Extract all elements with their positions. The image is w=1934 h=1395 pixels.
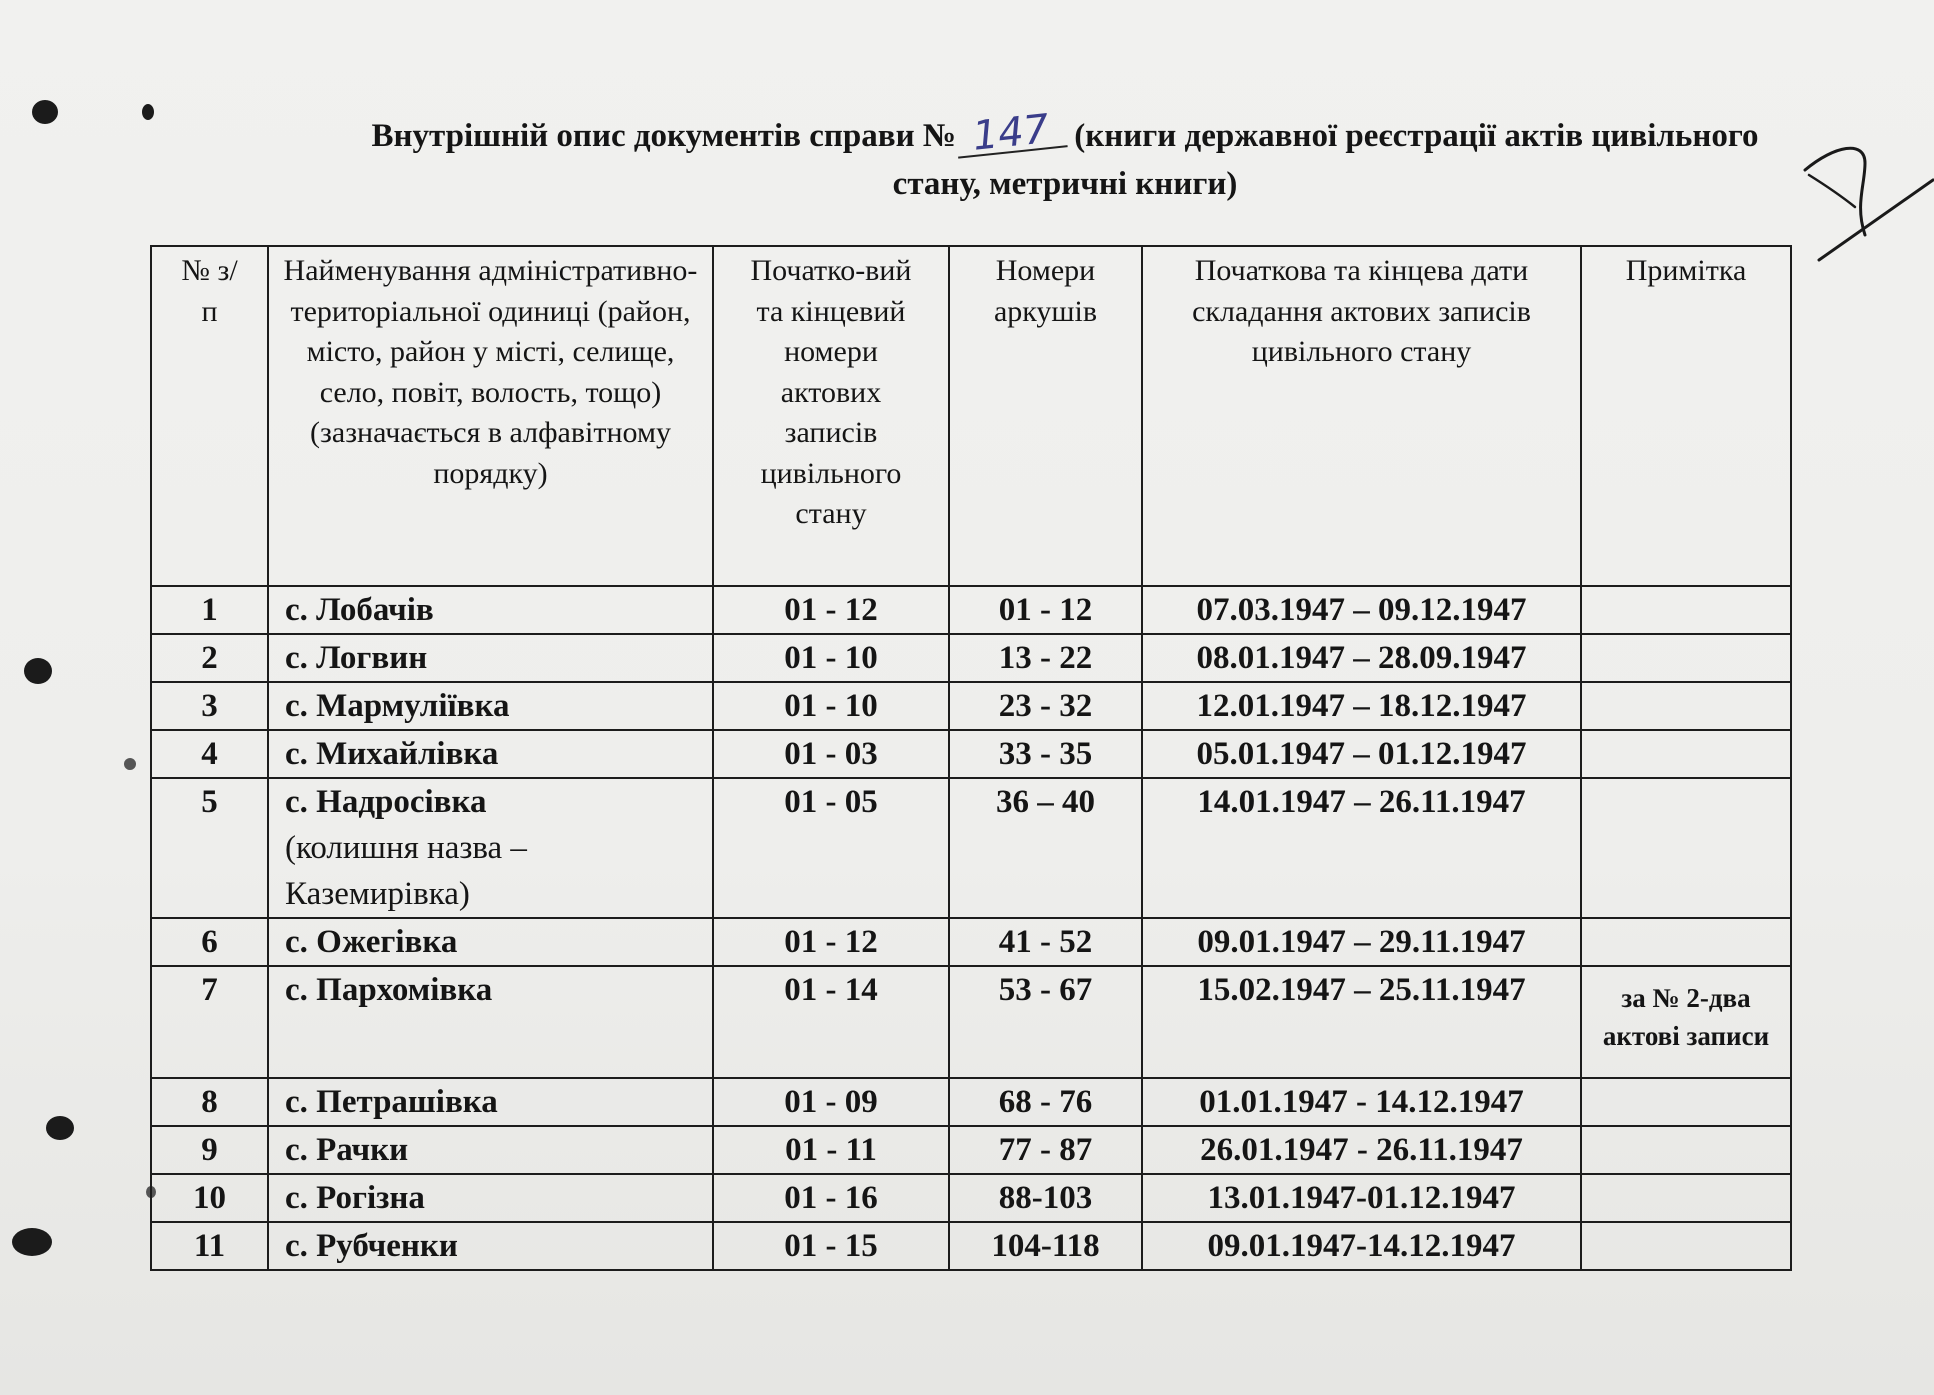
row-locality-name	[268, 1222, 713, 1270]
row-locality-name	[268, 1126, 713, 1174]
row-date-range-text: 12.01.1947 – 18.12.1947	[1196, 688, 1527, 724]
row-sheet-numbers	[949, 1174, 1142, 1222]
row-date-range	[1142, 1126, 1581, 1174]
table-header-row	[151, 246, 1791, 586]
row-act-numbers-text: 01 - 11	[785, 1132, 877, 1168]
row-number	[151, 682, 268, 730]
row-locality-name-text: с. Михайлівка	[285, 736, 499, 772]
row-act-numbers	[713, 682, 949, 730]
row-act-numbers-text: 01 - 10	[784, 640, 878, 676]
row-act-numbers	[713, 918, 949, 966]
row-date-range	[1142, 778, 1581, 918]
row-act-numbers	[713, 634, 949, 682]
row-date-range-text: 09.01.1947 – 29.11.1947	[1197, 924, 1526, 960]
table-row	[151, 730, 1791, 778]
row-locality-name	[268, 634, 713, 682]
row-locality-name	[268, 682, 713, 730]
table-row	[151, 1126, 1791, 1174]
row-act-numbers-text: 01 - 12	[784, 924, 878, 960]
row-sheet-numbers	[949, 586, 1142, 634]
row-locality-name-text: с. Рубченки	[285, 1228, 458, 1264]
row-sheet-numbers	[949, 682, 1142, 730]
row-sheet-numbers	[949, 1078, 1142, 1126]
row-date-range-text: 07.03.1947 – 09.12.1947	[1196, 592, 1527, 628]
table-row	[151, 634, 1791, 682]
row-number-text: 5	[201, 784, 218, 820]
row-number-text: 11	[193, 1228, 226, 1264]
row-act-numbers-text: 01 - 14	[784, 972, 878, 1008]
header-sheets: Номери аркушів	[949, 246, 1142, 586]
row-act-numbers	[713, 778, 949, 918]
row-date-range	[1142, 682, 1581, 730]
row-date-range	[1142, 1078, 1581, 1126]
row-number-text: 1	[201, 592, 218, 628]
row-locality-name	[268, 778, 713, 918]
row-act-numbers-text: 01 - 10	[784, 688, 878, 724]
row-locality-name-text: с. Ожегівка	[285, 924, 458, 960]
row-locality-name	[268, 966, 713, 1078]
row-locality-name	[268, 918, 713, 966]
row-sheet-numbers	[949, 966, 1142, 1078]
row-date-range-text: 26.01.1947 - 26.11.1947	[1200, 1132, 1523, 1168]
table-row	[151, 966, 1791, 1078]
row-note	[1581, 966, 1791, 1078]
handwritten-case-number: 147	[954, 109, 1067, 158]
row-sheet-numbers-text: 88-103	[998, 1180, 1093, 1216]
row-note	[1581, 1078, 1791, 1126]
punch-hole	[124, 758, 136, 770]
row-act-numbers-text: 01 - 15	[784, 1228, 878, 1264]
row-locality-name	[268, 730, 713, 778]
row-date-range	[1142, 634, 1581, 682]
row-sheet-numbers	[949, 778, 1142, 918]
row-note	[1581, 730, 1791, 778]
row-note	[1581, 1126, 1791, 1174]
row-date-range	[1142, 1174, 1581, 1222]
row-number	[151, 586, 268, 634]
row-sheet-numbers-text: 33 - 35	[998, 736, 1093, 772]
row-locality-name-text: с. Мармуліївка	[285, 688, 510, 724]
punch-hole	[12, 1228, 52, 1256]
row-date-range-text: 15.02.1947 – 25.11.1947	[1197, 972, 1526, 1008]
row-act-numbers-text: 01 - 12	[784, 592, 878, 628]
handwritten-corner-mark	[1795, 125, 1934, 275]
row-number	[151, 966, 268, 1078]
row-sheet-numbers-text: 23 - 32	[998, 688, 1093, 724]
row-sheet-numbers-text: 104-118	[991, 1228, 1100, 1264]
row-number	[151, 1222, 268, 1270]
row-act-numbers-text: 01 - 16	[784, 1180, 878, 1216]
row-note	[1581, 634, 1791, 682]
row-date-range-text: 09.01.1947-14.12.1947	[1207, 1228, 1516, 1264]
row-note	[1581, 682, 1791, 730]
row-act-numbers	[713, 1174, 949, 1222]
row-act-numbers	[713, 966, 949, 1078]
row-act-numbers-text: 01 - 09	[784, 1084, 878, 1120]
row-number-text: 3	[201, 688, 218, 724]
row-note	[1581, 1222, 1791, 1270]
header-dates: Початкова та кінцева дати складання актових записів цивільного стану	[1142, 246, 1581, 586]
row-sheet-numbers-text: 68 - 76	[998, 1084, 1093, 1120]
table-row	[151, 1078, 1791, 1126]
punch-hole	[142, 104, 154, 120]
row-number	[151, 1174, 268, 1222]
row-act-numbers	[713, 730, 949, 778]
row-locality-name-text: с. Рогізна	[285, 1180, 425, 1216]
row-number	[151, 1126, 268, 1174]
row-locality-name-text: с. Пархомівка	[285, 972, 493, 1008]
row-date-range	[1142, 918, 1581, 966]
table-row	[151, 1222, 1791, 1270]
punch-hole	[24, 658, 52, 684]
row-note	[1581, 1174, 1791, 1222]
row-number	[151, 778, 268, 918]
row-note	[1581, 918, 1791, 966]
row-sheet-numbers-text: 41 - 52	[998, 924, 1093, 960]
row-note	[1581, 586, 1791, 634]
row-date-range	[1142, 730, 1581, 778]
row-date-range-text: 01.01.1947 - 14.12.1947	[1199, 1084, 1524, 1120]
row-number	[151, 730, 268, 778]
row-locality-name-text: с. Лобачів	[285, 592, 434, 628]
header-note: Примітка	[1581, 246, 1791, 586]
row-note-text: за № 2-два актові записи	[1602, 983, 1770, 1051]
documents-table	[150, 245, 1792, 1271]
row-act-numbers-text: 01 - 05	[784, 784, 878, 820]
row-note	[1581, 778, 1791, 918]
row-date-range-text: 13.01.1947-01.12.1947	[1207, 1180, 1516, 1216]
row-act-numbers	[713, 1126, 949, 1174]
document-title: Внутрішній опис документів справи № 147 (книги державної реєстрації актів цивільного стану, метричні книги)	[371, 106, 1759, 202]
row-date-range	[1142, 586, 1581, 634]
row-sheet-numbers	[949, 918, 1142, 966]
table-row	[151, 586, 1791, 634]
row-date-range	[1142, 1222, 1581, 1270]
row-act-numbers-text: 01 - 03	[784, 736, 878, 772]
row-sheet-numbers	[949, 1126, 1142, 1174]
table-row	[151, 1174, 1791, 1222]
row-number-text: 8	[201, 1084, 218, 1120]
row-number-text: 7	[201, 972, 218, 1008]
row-sheet-numbers-text: 53 - 67	[998, 972, 1093, 1008]
header-acts: Початко-вий та кінцевий номери актових записів цивільного стану	[713, 246, 949, 586]
table-row	[151, 778, 1791, 918]
row-sheet-numbers	[949, 1222, 1142, 1270]
row-sheet-numbers	[949, 730, 1142, 778]
header-num: № з/п	[151, 246, 268, 586]
row-number-text: 6	[201, 924, 218, 960]
row-number	[151, 634, 268, 682]
row-sheet-numbers-text: 77 - 87	[998, 1132, 1093, 1168]
row-locality-former-name: (колишня назва – Каземирівка)	[285, 830, 527, 912]
row-date-range-text: 14.01.1947 – 26.11.1947	[1197, 784, 1526, 820]
row-number-text: 10	[193, 1180, 226, 1216]
table-row	[151, 918, 1791, 966]
row-number	[151, 918, 268, 966]
row-number-text: 2	[201, 640, 218, 676]
row-locality-name	[268, 1174, 713, 1222]
row-date-range	[1142, 966, 1581, 1078]
row-act-numbers	[713, 586, 949, 634]
row-locality-name	[268, 1078, 713, 1126]
row-number-text: 9	[201, 1132, 218, 1168]
row-locality-name-text: с. Логвин	[285, 640, 428, 676]
row-act-numbers	[713, 1222, 949, 1270]
punch-hole	[32, 100, 58, 124]
row-number	[151, 1078, 268, 1126]
row-date-range-text: 05.01.1947 – 01.12.1947	[1196, 736, 1527, 772]
row-act-numbers	[713, 1078, 949, 1126]
row-date-range-text: 08.01.1947 – 28.09.1947	[1196, 640, 1527, 676]
row-sheet-numbers-text: 13 - 22	[998, 640, 1093, 676]
header-name: Найменування адміністративно-територіальної одиниці (район, місто, район у місті, селище, село, повіт, волость, тощо) (зазначається в алфавітному порядку)	[268, 246, 713, 586]
row-sheet-numbers-text: 01 - 12	[998, 592, 1093, 628]
row-number-text: 4	[201, 736, 218, 772]
row-locality-name	[268, 586, 713, 634]
row-locality-name-text: с. Рачки	[285, 1132, 409, 1168]
row-locality-name-text: с. Надросівка	[285, 784, 487, 820]
row-sheet-numbers-text: 36 – 40	[996, 784, 1095, 820]
row-sheet-numbers	[949, 634, 1142, 682]
table-row	[151, 682, 1791, 730]
punch-hole	[46, 1116, 74, 1140]
row-locality-name-text: с. Петрашівка	[285, 1084, 498, 1120]
